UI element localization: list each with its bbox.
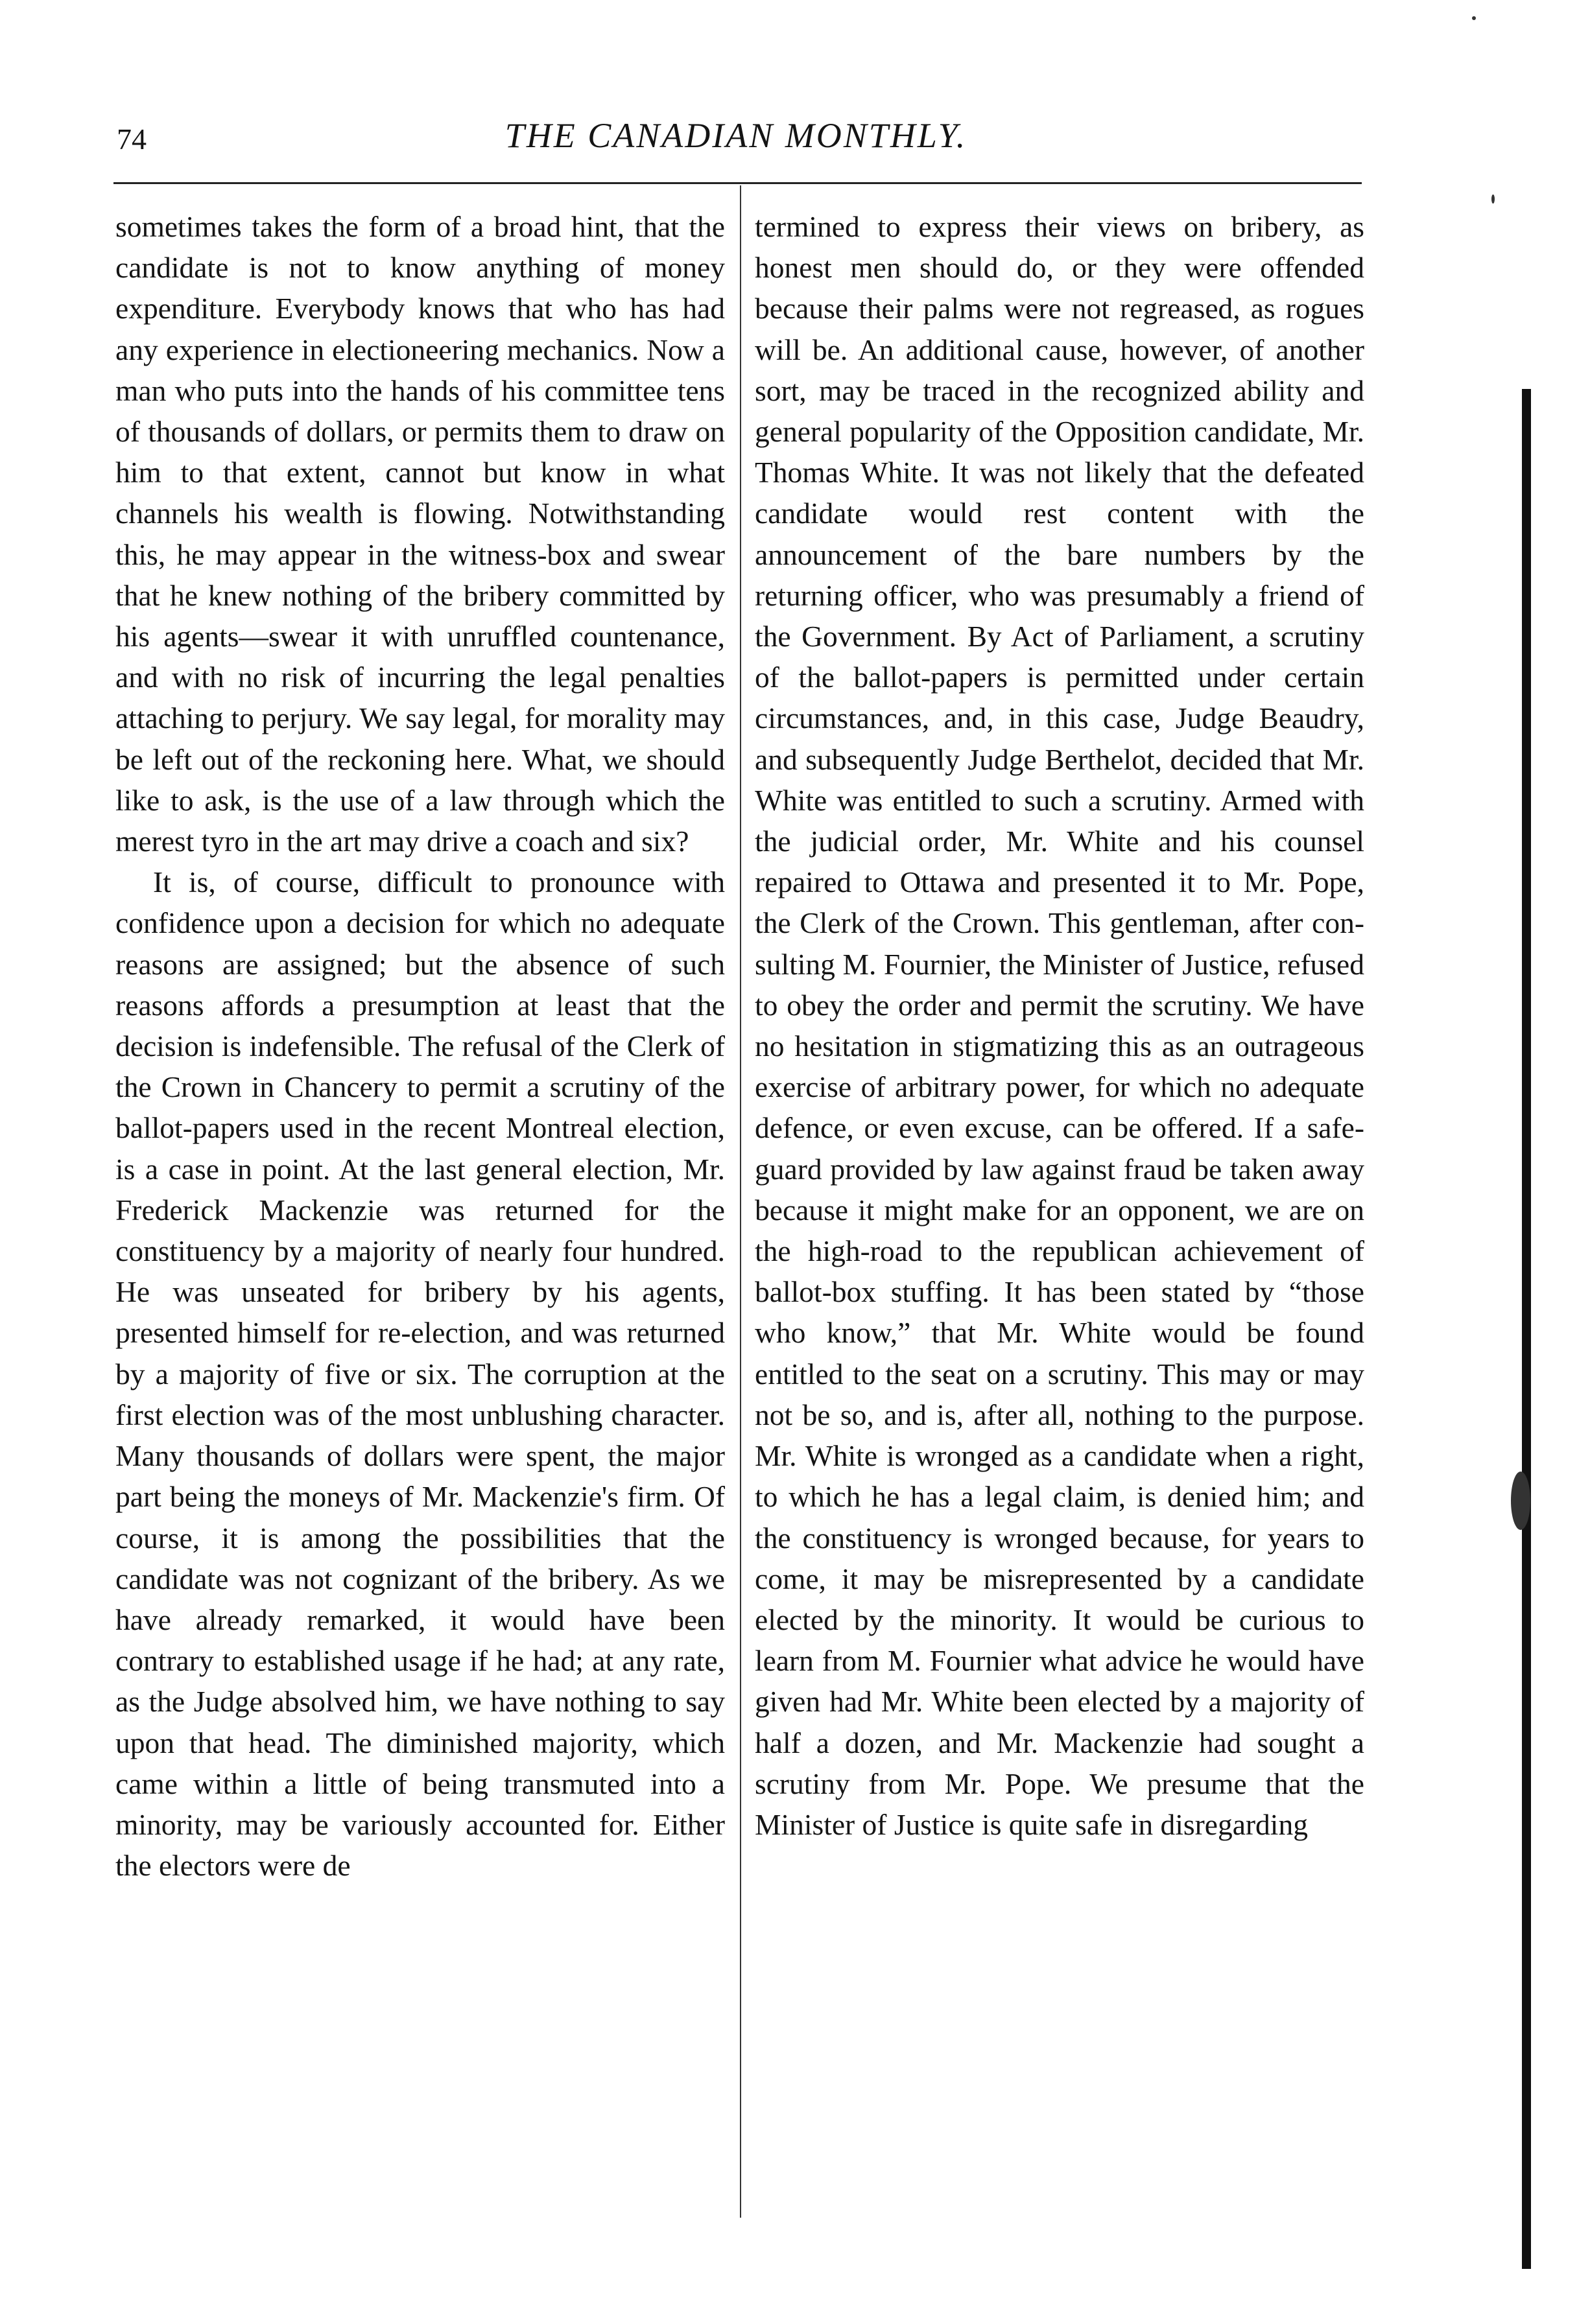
right-paragraph-1: termined to express their views on bribery, as honest men should do, or they were offended because their palms were not regreased, as rogues will be. An additional cause, however, of another sort, may be traced in the recognized ability and general popularity of the Opposition candidate, Mr. Thomas White. It was not likely that the defeated candidate would rest content with the announcement of the bare numbers by the returning officer, who was presumably a friend of the Government. By Act of Parliament, a scrutiny of the ballot-papers is permitted under certain circumstances, and, in this case, Judge Beaudry, and subsequently Judge Berthelot, decided that Mr. White was entitled to such a scrutiny. Armed with the judicial order, Mr. White and his counsel repaired to Ottawa and presented it to Mr. Pope, the Clerk of the Crown. This gentleman, after consulting M. Fournier, the Minister of Justice, refused to obey the order and permit the scrutiny. We have no hesitation in stigmatizing this as an outrageous exercise of arbitrary power, for which no adequate defence, or even excuse, can be offered. If a safe-guard provided by law against fraud be taken away because it might make for an opponent, we are on the high-road to the republican achievement of ballot-box stuffing. It has been stated by “those who know,” that Mr. White would be found entitled to the seat on a scrutiny. This may or may not be so, and is, after all, nothing to the purpose. Mr. White is wronged as a candidate when a right, to which he has a legal claim, is denied him; and the constituency is wronged because, for years to come, it may be misrepresented by a candidate elected by the minority. It would be curious to learn from M. Fournier what advice he would have given had Mr. White been elected by a majority of half a dozen, and Mr. Mackenzie had sought a scrutiny from Mr. Pope. We presume that the Minister of Justice is quite safe in disregarding bbox=[755, 210, 1364, 1841]
running-title: THE CANADIAN MONTHLY. bbox=[504, 116, 967, 155]
left-paragraph-2: It is, of course, difficult to pronounce with confidence upon a decision for which no adequate reasons are assigned; but the absence of such reasons affords a presumption at least that the decision is indefensible. The refusal of the Clerk of the Crown in Chancery to permit a scrutiny of the ballot-papers used in the recent Montreal election, is a case in point. At the last general election, Mr. Frederick Mackenzie was returned for the constituency by a majority of nearly four hundred. He was unseated for bribery by his agents, presented himself for re-election, and was returned by a majority of five or six. The corruption at the first election was of the most unblushing character. Many thousands of dollars were spent, the major part being the moneys of Mr. Mackenzie's firm. Of course, it is among the possibilities that the candidate was not cognizant of the bribery. As we have already remarked, it would have been contrary to established usage if he had; at any rate, as the Judge absolved him, we have nothing to say upon that head. The diminished majority, which came within a little of being transmuted into a minority, may be variously accounted for. Either the electors were de bbox=[115, 865, 725, 1883]
column-divider bbox=[740, 185, 741, 2218]
page-number: 74 bbox=[117, 123, 147, 156]
print-speck bbox=[1491, 194, 1495, 204]
header-rule bbox=[113, 182, 1362, 184]
right-column bbox=[755, 206, 1364, 1845]
binding-edge-shadow bbox=[1522, 389, 1531, 2269]
left-column bbox=[115, 206, 725, 1886]
page-header bbox=[110, 110, 1362, 169]
print-speck bbox=[1472, 16, 1476, 20]
left-paragraph-1: sometimes takes the form of a broad hint, that the candidate is not to know anything of money expenditure. Everybody knows that who has had any experience in electioneering mechanics. Now a man who puts into the hands of his committee tens of thousands of dollars, or permits them to draw on him to that extent, cannot but know in what channels his wealth is flowing. Notwithstanding this, he may appear in the witness-box and swear that he knew nothing of the bribery committed by his agents—swear it with unruffled countenance, and with no risk of incurring the legal penalties attaching to perjury. We say legal, for morality may be left out of the reckoning here. What, we should like to ask, is the use of a law through which the merest tyro in the art may drive a coach and six? bbox=[115, 210, 725, 858]
print-speck bbox=[1511, 1472, 1530, 1530]
